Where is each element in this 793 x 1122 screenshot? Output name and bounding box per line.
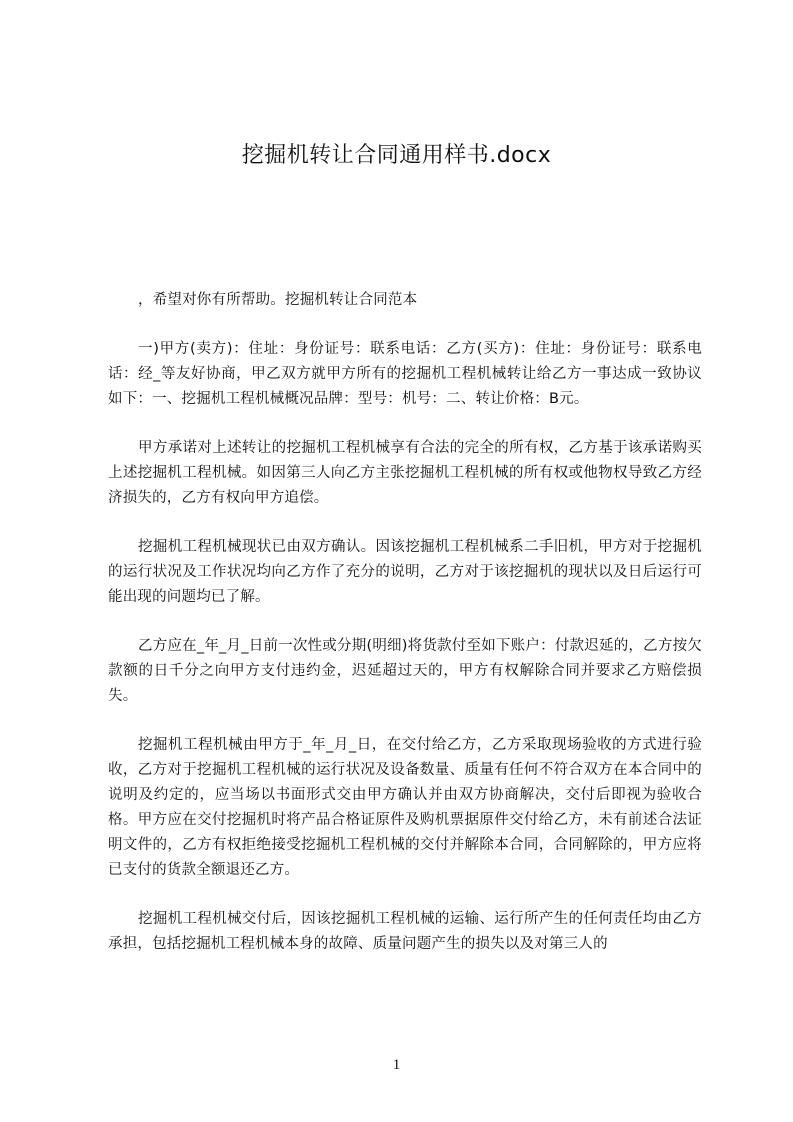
paragraph-parties: 一)甲方(卖方)：住址：身份证号：联系电话：乙方(买方)：住址：身份证号：联系电话：经_等友好协商，甲乙双方就甲方所有的挖掘机工程机械转让给乙方一事达成一致协议如下：一、挖掘机工程机械概况品牌：型号：机号：二、转让价格：B元。 [108,341,702,407]
document-title: 挖掘机转让合同通用样书.docx [241,143,552,168]
paragraph-delivery: 挖掘机工程机械由甲方于_年_月_日，在交付给乙方，乙方采取现场验收的方式进行验收，乙方对于挖掘机工程机械的运行状况及设备数量、质量有任何不符合双方在本合同中的说明及约定的，应当场以书面形式交由甲方确认并由双方协商解决，交付后即视为验收合格。甲方应在交付挖掘机时将产品合格证原件及购机票据原件交付给乙方，未有前述合法证明文件的，乙方有权拒绝接受挖掘机工程机械的交付并解除本合同，合同解除的，甲方应将已支付的货款全额退还乙方。 [108,737,702,878]
document-body [108,288,702,981]
page-number: 1 [392,1057,401,1073]
paragraph-condition: 挖掘机工程机械现状已由双方确认。因该挖掘机工程机械系二手旧机，甲方对于挖掘机的运行状况及工作状况均向乙方作了充分的说明，乙方对于该挖掘机的现状以及日后运行可能出现的问题均已了解。 [108,539,702,605]
paragraph-intro: ，希望对你有所帮助。挖掘机转让合同范本 [138,292,418,308]
paragraph-payment: 乙方应在_年_月_日前一次性或分期(明细)将货款付至如下账户：付款迟延的，乙方按欠款额的日千分之向甲方支付违约金，迟延超过天的，甲方有权解除合同并要求乙方赔偿损失。 [108,638,702,704]
paragraph-liability: 挖掘机工程机械交付后，因该挖掘机工程机械的运输、运行所产生的任何责任均由乙方承担，包括挖掘机工程机械本身的故障、质量问题产生的损失以及对第三人的 [108,911,702,952]
paragraph-ownership: 甲方承诺对上述转让的挖掘机工程机械享有合法的完全的所有权，乙方基于该承诺购买上述挖掘机工程机械。如因第三人向乙方主张挖掘机工程机械的所有权或他物权导致乙方经济损失的，乙方有权向甲方追偿。 [108,440,702,506]
